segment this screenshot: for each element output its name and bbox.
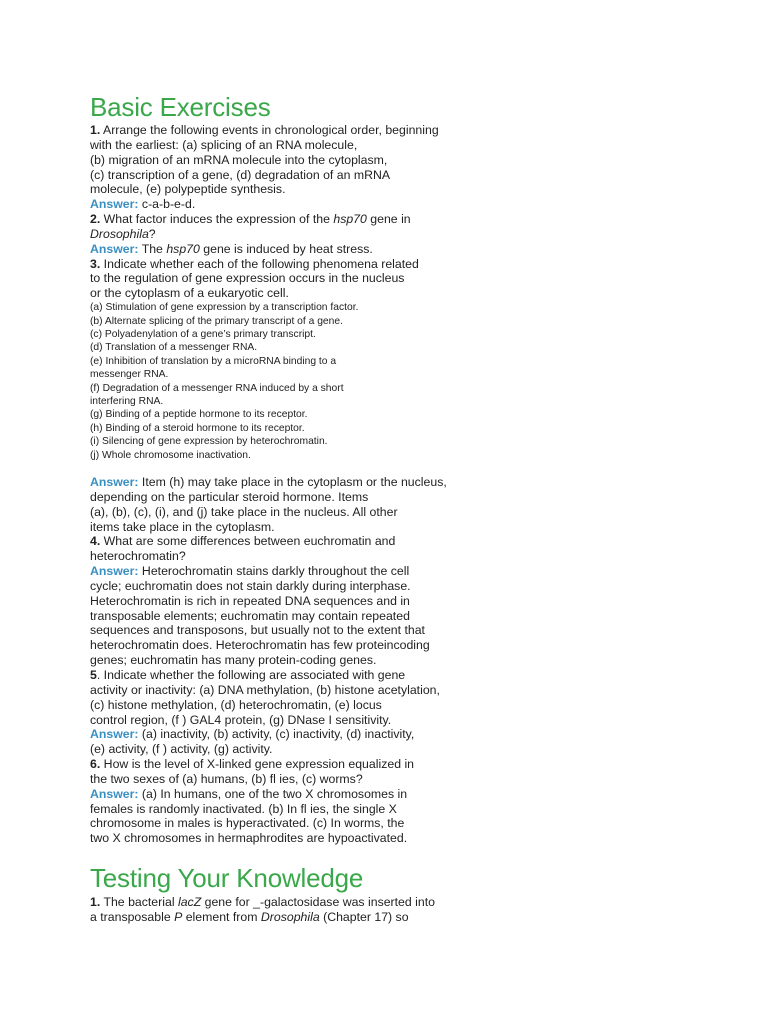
text-line: heterochromatin does. Heterochromatin has few proteincoding <box>90 638 430 653</box>
text-line: Heterochromatin is rich in repeated DNA sequences and in <box>90 593 410 608</box>
text-line: sequences and transposons, but usually not to the extent that <box>90 623 425 638</box>
testing-knowledge-body <box>90 895 470 925</box>
list-item: (d) Translation of a messenger RNA. <box>90 342 258 354</box>
text-line: (e) activity, (f ) activity, (g) activity. <box>90 742 273 757</box>
text-line: activity or inactivity: (a) DNA methylation, (b) histone acetylation, <box>90 682 440 697</box>
text-line: (a), (b), (c), (i), and (j) take place in the nucleus. All other <box>90 504 398 519</box>
question-2-line: 2. What factor induces the expression of the hsp70 gene in <box>90 212 411 227</box>
testing-question-1-line: 1. The bacterial lacZ gene for _-galactosidase was inserted into <box>90 895 435 909</box>
answer-label: Answer: <box>90 475 139 489</box>
section-title-testing-your-knowledge: Testing Your Knowledge <box>90 863 364 893</box>
list-item: (g) Binding of a peptide hormone to its receptor. <box>90 409 308 421</box>
text-line: items take place in the cytoplasm. <box>90 519 275 534</box>
list-item: (i) Silencing of gene expression by heterochromatin. <box>90 436 328 448</box>
list-item: (f) Degradation of a messenger RNA induced by a short <box>90 382 344 394</box>
list-item: (c) Polyadenylation of a gene’s primary transcript. <box>90 328 316 340</box>
text-line: (c) histone methylation, (d) heterochromatin, (e) locus <box>90 697 382 712</box>
answer-label: Answer: <box>90 241 139 256</box>
list-item: (e) Inhibition of translation by a microRNA binding to a <box>90 355 337 367</box>
phenomena-list <box>90 301 470 462</box>
text-line: (b) migration of an mRNA molecule into the cytoplasm, <box>90 152 388 167</box>
list-item: (a) Stimulation of gene expression by a transcription factor. <box>90 302 359 314</box>
question-3-line: 3. Indicate whether each of the following phenomena related <box>90 256 419 271</box>
text-line: heterochromatin? <box>90 549 186 564</box>
answer-label: Answer: <box>90 727 139 742</box>
text-line: (c) transcription of a gene, (d) degradation of an mRNA <box>90 167 391 182</box>
text-line: molecule, (e) polypeptide synthesis. <box>90 182 286 197</box>
text-line: females is randomly inactivated. (b) In fl ies, the single X <box>90 801 397 816</box>
text-line: to the regulation of gene expression occurs in the nucleus <box>90 271 405 286</box>
answer-label: Answer: <box>90 786 139 801</box>
question-5-line: 5. Indicate whether the following are associated with gene <box>90 667 406 682</box>
text-line: chromosome in males is hyperactivated. (c) In worms, the <box>90 816 405 831</box>
text-line: genes; euchromatin has many protein-coding genes. <box>90 653 377 668</box>
question-4-line: 4. What are some differences between euchromatin and <box>90 534 396 549</box>
section-title-basic-exercises: Basic Exercises <box>90 92 271 122</box>
answer-label: Answer: <box>90 564 139 579</box>
spacer <box>90 462 470 475</box>
answer-label: Answer: <box>90 197 139 212</box>
text-line: cycle; euchromatin does not stain darkly during interphase. <box>90 578 411 593</box>
list-item: (b) Alternate splicing of the primary transcript of a gene. <box>90 315 343 327</box>
basic-exercises-body <box>90 123 470 846</box>
answer-5: Answer: (a) inactivity, (b) activity, (c) inactivity, (d) inactivity, <box>90 727 415 742</box>
list-item: interfering RNA. <box>90 395 164 407</box>
list-item: (h) Binding of a steroid hormone to its receptor. <box>90 422 305 434</box>
question-6-line: 6. How is the level of X-linked gene expression equalized in <box>90 757 415 772</box>
question-1-line: 1. Arrange the following events in chronological order, beginning <box>90 123 439 137</box>
list-item: messenger RNA. <box>90 369 169 381</box>
answer-4: Answer: Heterochromatin stains darkly throughout the cell <box>90 564 410 579</box>
text-line: with the earliest: (a) splicing of an RNA molecule, <box>90 137 358 152</box>
text-line: or the cytoplasm of a eukaryotic cell. <box>90 286 289 301</box>
answer-3: Answer: Item (h) may take place in the cytoplasm or the nucleus, <box>90 475 447 489</box>
text-line: two X chromosomes in hermaphrodites are hypoactivated. <box>90 831 408 846</box>
text-line: Drosophila? <box>90 226 156 241</box>
answer-1: Answer: c-a-b-e-d. <box>90 197 196 212</box>
text-line: depending on the particular steroid hormone. Items <box>90 489 369 504</box>
list-item: (j) Whole chromosome inactivation. <box>90 449 251 461</box>
text-line: transposable elements; euchromatin may contain repeated <box>90 608 410 623</box>
answer-2: Answer: The hsp70 gene is induced by heat stress. <box>90 241 373 256</box>
answer-6: Answer: (a) In humans, one of the two X chromosomes in <box>90 786 408 801</box>
text-line: control region, (f ) GAL4 protein, (g) DNase I sensitivity. <box>90 712 392 727</box>
text-line: a transposable P element from Drosophila (Chapter 17) so <box>90 909 409 924</box>
text-line: the two sexes of (a) humans, (b) fl ies, (c) worms? <box>90 771 363 786</box>
